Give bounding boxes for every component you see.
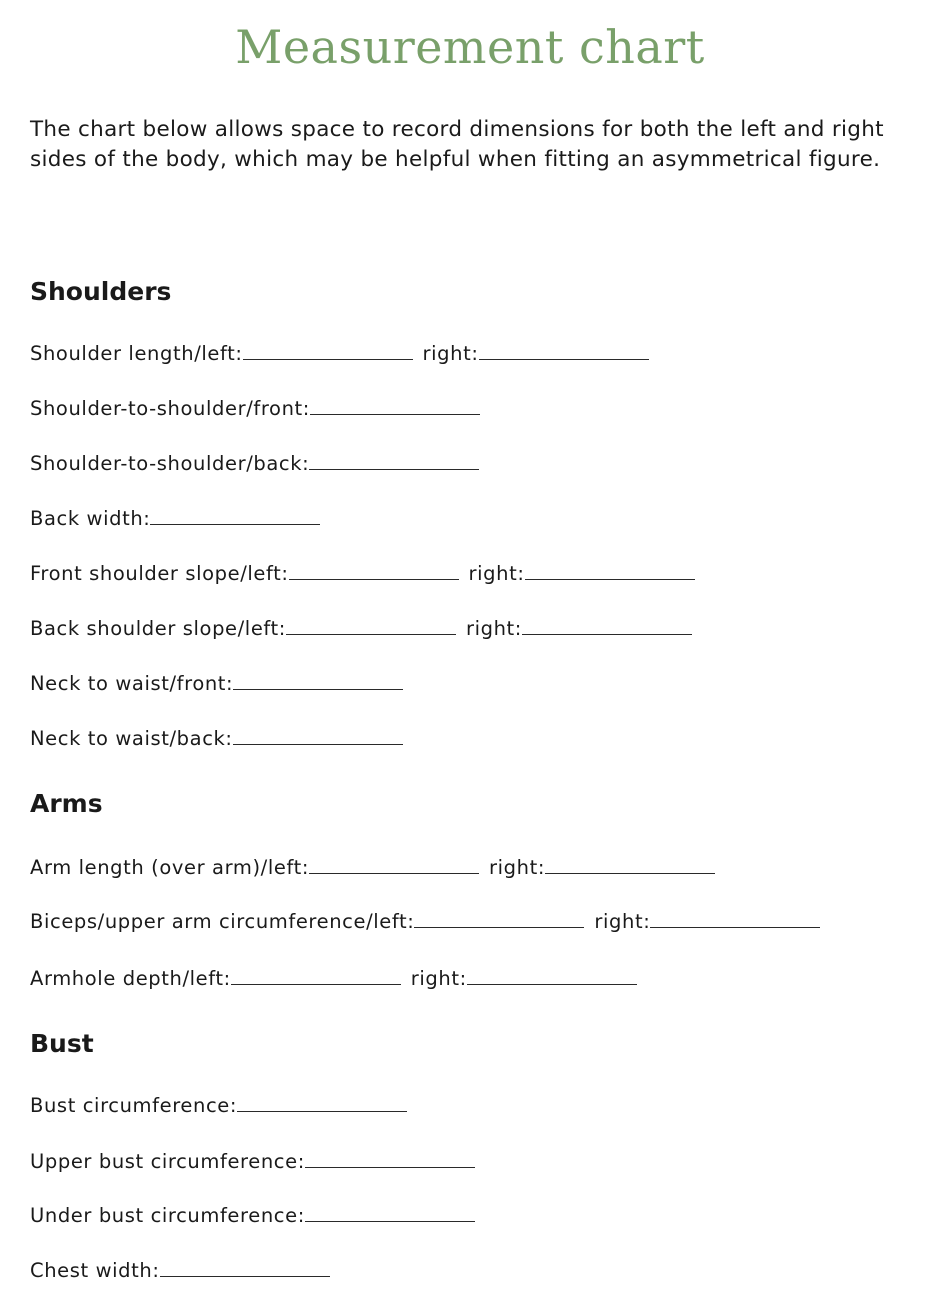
field-label: Chest width: <box>30 1259 160 1282</box>
field-label: Shoulder-to-shoulder/front: <box>30 397 310 420</box>
biceps-left-blank[interactable] <box>414 913 584 928</box>
field-label: Back shoulder slope/left: <box>30 617 286 640</box>
field-label-right: right: <box>489 856 546 879</box>
row-neck-to-waist-front <box>30 672 413 695</box>
field-label: Bust circumference: <box>30 1094 238 1117</box>
under-bust-circumference-blank[interactable] <box>305 1207 475 1222</box>
intro-paragraph: The chart below allows space to record dimensions for both the left and right sides of the body, which may be helpful when fitting an asymmetrical figure. <box>30 117 884 172</box>
row-arm-length <box>30 856 725 879</box>
page-title: Measurement chart <box>235 20 705 74</box>
back-width-blank[interactable] <box>150 510 320 525</box>
field-label: Shoulder length/left: <box>30 342 243 365</box>
field-label-right: right: <box>468 562 525 585</box>
row-under-bust-circumference <box>30 1204 485 1227</box>
biceps-right-blank[interactable] <box>650 913 820 928</box>
row-bust-circumference <box>30 1094 417 1117</box>
neck-to-waist-front-blank[interactable] <box>233 675 403 690</box>
row-armhole-depth <box>30 967 647 990</box>
armhole-depth-left-blank[interactable] <box>231 970 401 985</box>
field-label-right: right: <box>410 967 467 990</box>
neck-to-waist-back-blank[interactable] <box>233 730 403 745</box>
section-heading-arms: Arms <box>30 789 103 818</box>
back-shoulder-slope-right-blank[interactable] <box>522 620 692 635</box>
field-label: Shoulder-to-shoulder/back: <box>30 452 310 475</box>
row-front-shoulder-slope <box>30 562 705 585</box>
row-upper-bust-circumference <box>30 1150 485 1173</box>
field-label: Neck to waist/back: <box>30 727 233 750</box>
front-shoulder-slope-right-blank[interactable] <box>525 565 695 580</box>
shoulder-to-shoulder-back-blank[interactable] <box>309 455 479 470</box>
row-back-width <box>30 507 330 530</box>
field-label-right: right: <box>594 910 651 933</box>
row-shoulder-to-shoulder-back <box>30 452 489 475</box>
field-label: Upper bust circumference: <box>30 1150 305 1173</box>
row-shoulder-length <box>30 342 659 365</box>
field-label: Arm length (over arm)/left: <box>30 856 310 879</box>
field-label: Biceps/upper arm circumference/left: <box>30 910 415 933</box>
field-label: Neck to waist/front: <box>30 672 234 695</box>
armhole-depth-right-blank[interactable] <box>467 970 637 985</box>
shoulder-length-left-blank[interactable] <box>243 345 413 360</box>
row-chest-width <box>30 1259 340 1282</box>
shoulder-to-shoulder-front-blank[interactable] <box>310 400 480 415</box>
field-label-right: right: <box>422 342 479 365</box>
arm-length-left-blank[interactable] <box>309 859 479 874</box>
field-label: Back width: <box>30 507 151 530</box>
field-label: Front shoulder slope/left: <box>30 562 289 585</box>
upper-bust-circumference-blank[interactable] <box>305 1153 475 1168</box>
front-shoulder-slope-left-blank[interactable] <box>289 565 459 580</box>
row-neck-to-waist-back <box>30 727 413 750</box>
row-shoulder-to-shoulder-front <box>30 397 490 420</box>
arm-length-right-blank[interactable] <box>545 859 715 874</box>
field-label: Armhole depth/left: <box>30 967 231 990</box>
bust-circumference-blank[interactable] <box>237 1097 407 1112</box>
chest-width-blank[interactable] <box>160 1262 330 1277</box>
section-heading-shoulders: Shoulders <box>30 277 172 306</box>
row-back-shoulder-slope <box>30 617 702 640</box>
field-label-right: right: <box>465 617 522 640</box>
shoulder-length-right-blank[interactable] <box>479 345 649 360</box>
section-heading-bust: Bust <box>30 1029 94 1058</box>
row-biceps <box>30 910 820 933</box>
field-label: Under bust circumference: <box>30 1204 305 1227</box>
back-shoulder-slope-left-blank[interactable] <box>286 620 456 635</box>
